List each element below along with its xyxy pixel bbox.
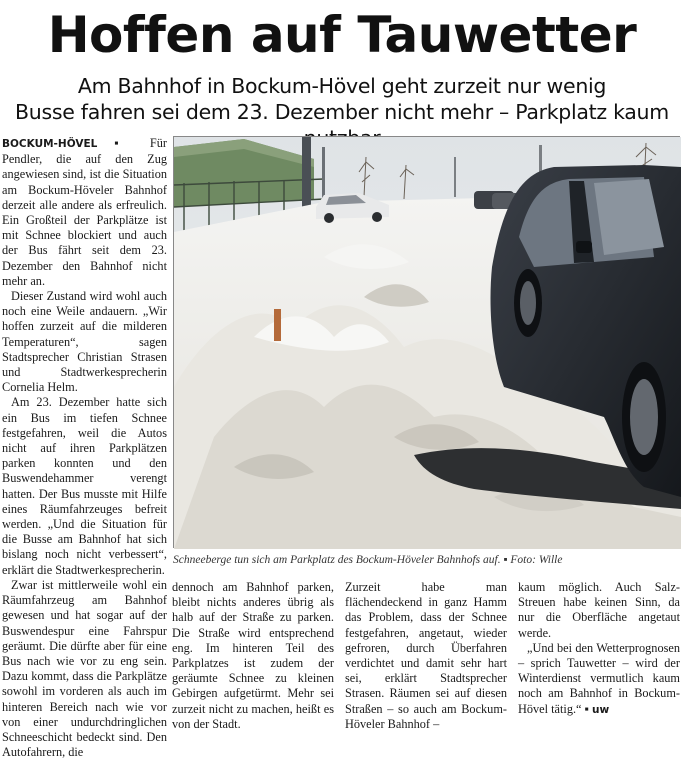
paragraph: Zwar ist mittlerweile wohl ein Räumfahrzeug am Bahnhof gewesen und hat sogar auf der Buswendespur eine Fahrspur geräumt. Die dürfte aber für eine Bus nach wie vor zu eng sein. Dazu kommt, dass die Parkplätze sowohl im vorderen als auch im hinteren Bereich nach wie vor von einer undurchdringlichen Schneeschicht bedeckt sind. Den Autofahrern, die bbox=[2, 577, 167, 760]
subheadline-line-1: Am Bahnhof in Bockum-Hövel geht zurzeit nur wenig bbox=[77, 74, 607, 98]
paragraph: dennoch am Bahnhof parken, bleibt nichts anderes übrig als halb auf der Straße zu parken. Die Straße wird entsprechend eng. Im hinteren Teil des Parkplatzes ist zudem der geräumte Schnee zu kleinen Gebirgen aufgetürmt. Mehr sei zurzeit nicht zu machen, heißt es von der Stadt. bbox=[172, 580, 334, 731]
news-photo bbox=[173, 136, 680, 548]
paragraph: BOCKUM-HÖVEL ▪ Für Pendler, die auf den Zug angewiesen sind, ist die Situation am Bockum-Höveler Bahnhof derzeit alle andere als erfreulich. Ein Großteil der Parkplätze ist mit Schnee blockiert und auch der Bus fährt seit dem 23. Dezember den Bahnhof nicht mehr an. bbox=[2, 136, 167, 288]
paragraph: „Und bei den Wetterprognosen – sprich Tauwetter – wird der Winterdienst vermutlich kaum noch am Bahnhof in Bockum-Hövel tätig.“ ▪ uw bbox=[518, 640, 680, 716]
paragraph-text: „Und bei den Wetterprognosen – sprich Tauwetter – wird der Winterdienst vermutlich kaum noch am Bahnhof in Bockum-Hövel tätig.“ bbox=[518, 640, 680, 716]
photo-caption: Schneeberge tun sich am Parkplatz des Bockum-Höveler Bahnhofs auf. ▪ Foto: Wille bbox=[173, 554, 563, 566]
article-column-3 bbox=[345, 580, 507, 732]
subheadline-line-2: Busse fahren sei dem 23. Dezember nicht mehr – Parkplatz kaum bbox=[15, 100, 669, 124]
paragraph-text: Für Pendler, die auf den Zug angewiesen sind, ist die Situation am Bockum-Höveler Bahnhof derzeit alle andere als erfreulich. Ein Großteil der Parkplätze ist mit Schnee blockiert und auch der Bus fährt seit dem 23. Dezember den Bahnhof nicht mehr an. bbox=[2, 136, 167, 288]
paragraph: kaum möglich. Auch Salz-Streuen habe keinen Sinn, da nur die Oberfläche angetaut werde. bbox=[518, 580, 680, 640]
photo-credit: Foto: Wille bbox=[510, 554, 563, 566]
headline: Hoffen auf Tauwetter bbox=[47, 6, 637, 64]
paragraph: Zurzeit habe man flächendeckend in ganz Hamm das Problem, dass der Schnee festgefahren, angetaut, wieder gefroren, durch Überfahren verdichtet und damit sehr hart sei, erklärt Stadtsprecher Strasen. Räumen sei auf diesen Straßen – so auch am Bockum-Höveler Bahnhof – bbox=[345, 580, 507, 731]
paragraph: Am 23. Dezember hatte sich ein Bus im tiefen Schnee festgefahren, weil die Autos nicht auf ihren Parkplätzen parken konnten und den Buswendehammer verengt hatten. Der Bus musste mit Hilfe eines Räumfahrzeuges befreit werden. „Und die Situation für die Busse am Bahnhof hat sich bislang noch nicht verbessert“, erklärt die Stadtwerkesprecherin. bbox=[2, 395, 167, 577]
dateline: BOCKUM-HÖVEL bbox=[2, 138, 98, 150]
paragraph: Dieser Zustand wird wohl auch noch eine Weile andauern. „Wir hoffen zurzeit auf die milderen Temperaturen“, sagen Stadtsprecher Christian Strasen und Stadtwerkesprecherin Cornelia Helm. bbox=[2, 289, 167, 395]
article-column-2 bbox=[172, 580, 334, 732]
caption-text: Schneeberge tun sich am Parkplatz des Bockum-Höveler Bahnhofs auf. bbox=[173, 554, 501, 566]
article-column-4 bbox=[518, 580, 680, 718]
author-signature: uw bbox=[592, 703, 610, 716]
bollard bbox=[274, 309, 281, 341]
article-column-1 bbox=[2, 136, 167, 760]
